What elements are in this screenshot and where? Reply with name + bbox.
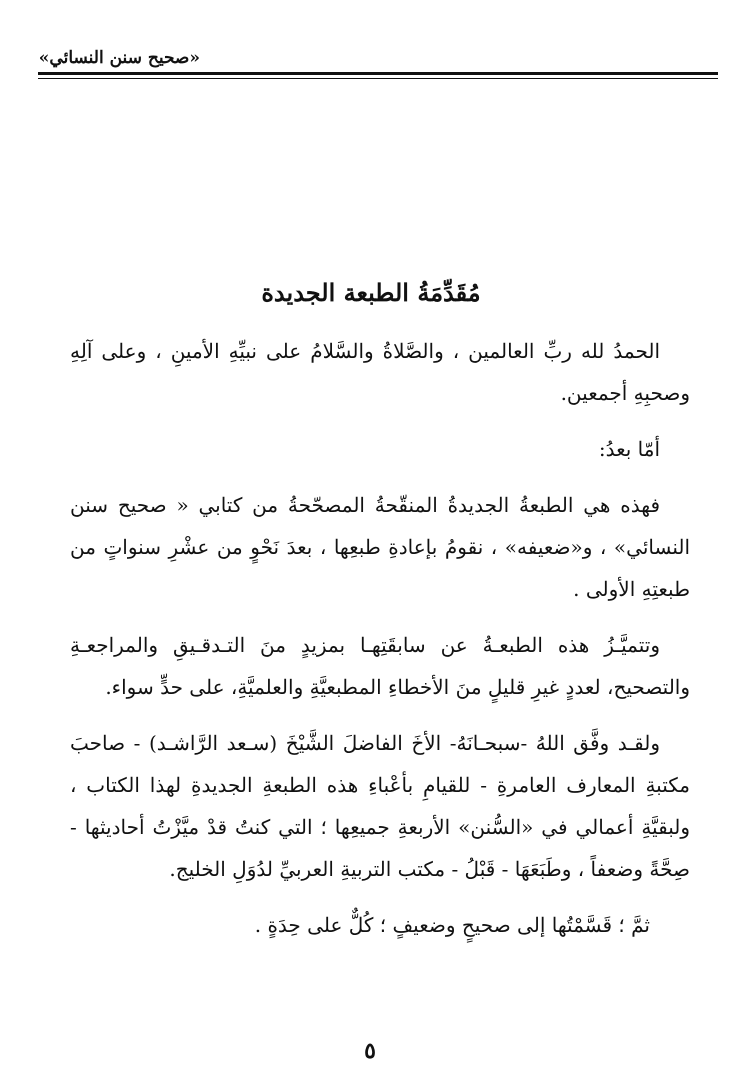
header-rule-thick <box>38 72 718 75</box>
body-text <box>70 330 690 960</box>
paragraph-new-edition: فهذه هي الطبعةُ الجديدةُ المنقّحةُ المصحّحةُ من كتابي « صحيح سنن النسائي» ، و«ضعيفه» ، نقومُ بإعادةِ طبعِها ، بعدَ نَحْوٍ من عشْرِ سنواتٍ من طبعتِهِ الأولى . <box>70 493 690 601</box>
running-header: «صحيح سنن النسائي» <box>38 48 200 68</box>
paragraph-distinction: وتتميَّـزُ هذه الطبعـةُ عن سابقَتِهـا بمزيدٍ منَ التـدقـيقِ والمراجعـةِ والتصحيح، لعددٍ غيرِ قليلٍ منَ الأخطاءِ المطبعيَّةِ والعلميَّةِ، على حدٍّ سواء. <box>70 633 690 699</box>
paragraph-division: ثمَّ ؛ قَسَّمْتُها إلى صحيحٍ وضعيفٍ ؛ كُلٌّ على حِدَةٍ . <box>254 913 650 937</box>
paragraph-acknowledgement: ولقـد وفَّق اللهُ -سبحـانَهُ- الأخَ الفاضلَ الشَّيْخَ (سـعد الرَّاشـد) - صاحبَ مكتبةِ المعارف العامرةِ - للقيامِ بأعْباءِ هذه الطبعةِ الجديدةِ لهذا الكتاب ، ولبقيَّةِ أعمالي في «السُّنن» الأربعةِ جميعِها ؛ التي كنتُ قدْ ميَّزْتُ أحاديثها - صِحَّةً وضعفاً ، وطَبَعَهَا - قَبْلُ - مكتب التربيةِ العربيِّ لدُوَلِ الخليج. <box>70 731 690 881</box>
section-title: مُقَدِّمَةُ الطبعة الجديدة <box>261 278 481 307</box>
header-rule-thin <box>38 78 718 79</box>
paragraph-praise: الحمدُ لله ربِّ العالمين ، والصَّلاةُ والسَّلامُ على نبيِّهِ الأمينِ ، وعلى آلِهِ وصحبِهِ أجمعين. <box>70 339 690 405</box>
page-number: ٥ <box>364 1038 376 1064</box>
paragraph-amma-bad: أمّا بعدُ: <box>598 437 660 461</box>
